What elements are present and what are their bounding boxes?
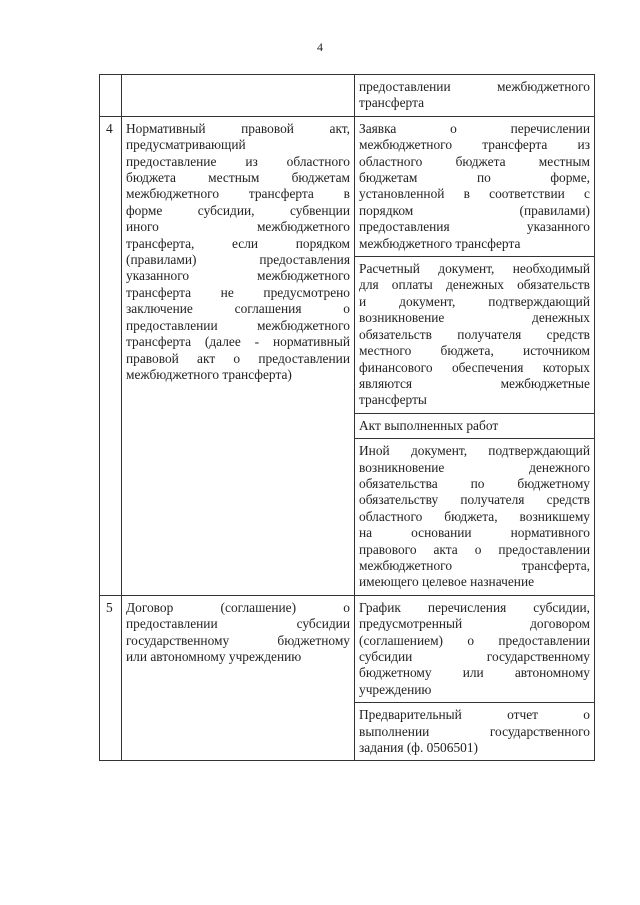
text-line: государственному бюджетному	[126, 632, 350, 648]
text-line: учреждению	[359, 681, 432, 697]
text-line: межбюджетного трансферта,	[359, 557, 590, 573]
row-number-cell: 4	[100, 116, 122, 595]
page-number: 4	[317, 40, 323, 54]
row-number-cell	[100, 75, 122, 117]
text-line: задания (ф. 0506501)	[359, 740, 478, 756]
text-line: (правилами) предоставления	[126, 252, 350, 268]
text-line: Акт выполненных работ	[359, 417, 499, 433]
payment-document-cell	[355, 439, 595, 596]
text-line: бюджетному или автономному	[359, 665, 590, 681]
basis-document-cell	[122, 595, 355, 761]
row-number-cell: 5	[100, 595, 122, 761]
payment-document-cell	[355, 75, 595, 117]
text-line: указанного межбюджетного	[126, 268, 350, 284]
table-row	[100, 75, 595, 117]
text-line: для оплаты денежных обязательств	[359, 277, 590, 293]
document-table	[99, 74, 595, 761]
text-line: субсидии государственному	[359, 649, 590, 664]
text-line: областного бюджета местным	[359, 153, 590, 169]
basis-document-cell	[122, 116, 355, 595]
text-line: являются межбюджетные	[359, 375, 590, 391]
text-line: межбюджетного трансферта	[359, 235, 521, 251]
text-line: трансферта	[359, 95, 425, 111]
text-line: на основании нормативного	[359, 525, 590, 541]
text-line: обязательства по бюджетному	[359, 475, 590, 491]
basis-document-cell	[122, 75, 355, 117]
text-line: форме субсидии, субвенции	[126, 202, 350, 218]
table-row	[100, 116, 595, 256]
text-line: (соглашением) о предоставлении	[359, 632, 590, 648]
text-line: иного межбюджетного	[126, 219, 350, 235]
text-line: областного бюджета, возникшему	[359, 508, 590, 524]
payment-document-cell	[355, 413, 595, 438]
text-line: обязательств получателя средств	[359, 326, 590, 342]
text-line: Договор (соглашение) о	[126, 599, 350, 615]
text-line: бюджетам по форме,	[359, 170, 590, 186]
text-line: Иной документ, подтверждающий	[359, 443, 590, 459]
payment-document-cell	[355, 257, 595, 414]
table-row	[100, 595, 595, 702]
text-line: местного бюджета, источником	[359, 343, 590, 359]
text-line: Расчетный документ, необходимый	[359, 261, 590, 277]
text-line: правового акта о предоставлении	[359, 541, 590, 557]
text-line: возникновение денежных	[359, 310, 590, 326]
text-line: предоставления указанного	[359, 219, 590, 235]
text-line: Нормативный правовой акт,	[126, 120, 350, 136]
text-line: межбюджетного трансферта)	[126, 366, 292, 382]
text-line: порядком (правилами)	[359, 202, 590, 218]
text-line: возникновение денежного	[359, 459, 590, 475]
text-line: предусматривающий	[126, 137, 246, 153]
text-line: установленной в соответствии с	[359, 186, 590, 202]
text-line: трансферта, если порядком	[126, 235, 350, 251]
text-line: предоставлении субсидии	[126, 616, 350, 632]
payment-document-cell	[355, 595, 595, 702]
text-line: межбюджетного трансферта в	[126, 186, 350, 202]
text-line: межбюджетного трансферта из	[359, 137, 590, 153]
text-line: обязательству получателя средств	[359, 492, 590, 508]
text-line: предоставлении межбюджетного	[359, 79, 590, 94]
text-line: правовой акт о предоставлении	[126, 350, 350, 366]
text-line: трансферты	[359, 392, 427, 408]
text-line: трансферта (далее - нормативный	[126, 334, 350, 350]
text-line: Заявка о перечислении	[359, 120, 590, 136]
text-line: Предварительный отчет о	[359, 707, 590, 723]
text-line: График перечисления субсидии,	[359, 599, 590, 615]
text-line: предоставлении межбюджетного	[126, 317, 350, 333]
text-line: предоставление из областного	[126, 153, 350, 169]
text-line: выполнении государственного	[359, 723, 590, 739]
text-line: заключение соглашения о	[126, 301, 350, 317]
text-line: трансферта не предусмотрено	[126, 284, 350, 300]
text-line: предусмотренный договором	[359, 616, 590, 632]
text-line: бюджета местным бюджетам	[126, 170, 350, 186]
text-line: или автономному учреждению	[126, 649, 302, 664]
text-line: финансового обеспечения которых	[359, 359, 590, 375]
text-line: имеющего целевое назначение	[359, 574, 535, 590]
text-line: и документ, подтверждающий	[359, 293, 590, 309]
payment-document-cell	[355, 703, 595, 761]
payment-document-cell	[355, 116, 595, 256]
